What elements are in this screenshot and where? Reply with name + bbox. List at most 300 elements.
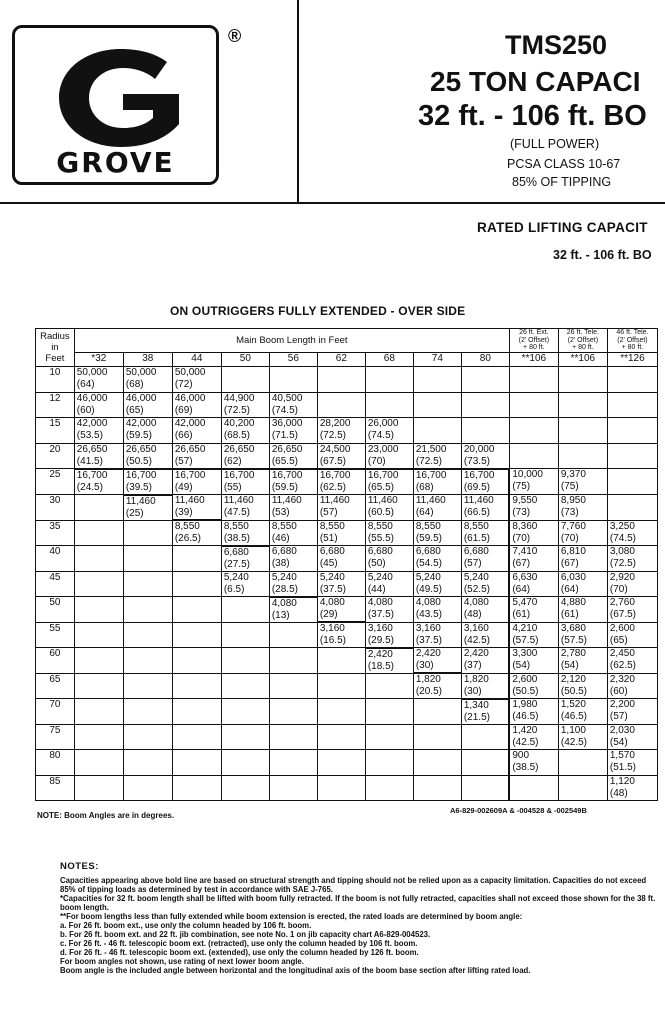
capacity-cell [461, 673, 509, 699]
boom-angle: (50.5) [560, 685, 587, 697]
column-header: 68 [365, 353, 413, 367]
column-header: *32 [74, 353, 123, 367]
capacity-cell [221, 622, 269, 648]
boom-angle: (66.5) [463, 507, 490, 518]
capacity-cell [74, 724, 123, 750]
boom-angle: (65.5) [271, 455, 298, 467]
capacity-cell [413, 571, 461, 597]
capacity-cell [269, 750, 317, 776]
capacity-title: 25 TON CAPACI [430, 66, 641, 97]
boom-angle: (43.5) [415, 609, 442, 620]
boom-angle: (68) [125, 379, 144, 390]
capacity-value: 2,760 [609, 597, 635, 608]
capacity-value: 4,080 [463, 597, 489, 608]
capacity-value: 5,240 [415, 571, 441, 583]
capacity-cell [74, 571, 123, 597]
boom-angle: (61.5) [463, 532, 490, 544]
capacity-cell [221, 546, 269, 572]
boom-angle: (29.5) [367, 634, 394, 646]
capacity-cell [461, 775, 509, 801]
capacity-cell [461, 546, 509, 572]
boom-angle: (13) [271, 609, 290, 621]
capacity-value: 8,950 [560, 495, 586, 506]
capacity-cell [74, 469, 123, 495]
capacity-value: 16,700 [367, 469, 399, 481]
capacity-value: 8,550 [463, 520, 489, 532]
boom-angle: (47.5) [223, 507, 250, 518]
capacity-cell [413, 622, 461, 648]
rated-capacity-title: RATED LIFTING CAPACIT [477, 220, 648, 235]
capacity-value: 2,780 [560, 648, 586, 659]
capacity-cell [509, 392, 558, 418]
boom-angle: (65) [125, 404, 144, 416]
capacity-cell [123, 469, 172, 495]
capacity-cell [172, 495, 221, 521]
header-divider-horizontal [0, 202, 665, 204]
boom-angle: (49.5) [415, 583, 442, 595]
capacity-cell [269, 546, 317, 572]
capacity-value: 5,240 [319, 571, 345, 583]
capacity-cell [509, 520, 558, 546]
capacity-value: 4,080 [319, 597, 345, 608]
capacity-cell [413, 597, 461, 623]
boom-angle: (39) [174, 507, 193, 518]
grove-logo [12, 25, 219, 185]
capacity-cell [365, 673, 413, 699]
capacity-value: 11,460 [125, 495, 156, 507]
boom-angle: (59.5) [271, 481, 298, 493]
capacity-cell [269, 418, 317, 444]
capacity-cell [558, 392, 607, 418]
boom-angle: (25) [125, 507, 144, 519]
capacity-cell [413, 673, 461, 699]
capacity-value: 16,700 [174, 469, 206, 481]
boom-angle: (71.5) [271, 430, 298, 441]
note-item: c. For 26 ft. - 46 ft. telescopic boom ext. (retracted), use only the column headed by 106 ft. boom. [60, 939, 418, 948]
capacity-cell [558, 699, 607, 725]
capacity-cell [74, 546, 123, 572]
capacity-cell [558, 597, 607, 623]
registered-mark: ® [228, 26, 242, 46]
boom-angle: (42.5) [560, 736, 587, 748]
capacity-value: 26,650 [174, 443, 206, 455]
boom-angle: (50) [367, 558, 386, 569]
capacity-value: 42,000 [76, 418, 108, 429]
boom-angle-note: NOTE: Boom Angles are in degrees. [37, 811, 175, 820]
capacity-cell [558, 469, 607, 495]
capacity-cell [365, 392, 413, 418]
boom-angle: (64) [512, 583, 531, 595]
capacity-cell [509, 699, 558, 725]
boom-angle: (59.5) [125, 430, 152, 441]
capacity-cell [172, 469, 221, 495]
capacity-cell [123, 622, 172, 648]
capacity-cell [269, 443, 317, 469]
capacity-cell [123, 392, 172, 418]
radius-cell: 70 [36, 699, 75, 725]
capacity-value: 46,000 [125, 392, 157, 404]
capacity-cell [607, 648, 657, 674]
capacity-cell [509, 443, 558, 469]
boom-angle: (21.5) [463, 711, 490, 723]
boom-angle: (53) [271, 507, 290, 518]
capacity-value: 6,630 [512, 571, 538, 583]
radius-cell: 75 [36, 724, 75, 750]
ext-header-line: 26 ft. Tele. [566, 329, 599, 337]
header-divider-vertical [297, 0, 299, 203]
ext-header-26-tele [558, 329, 607, 353]
capacity-cell [317, 443, 365, 469]
capacity-cell [172, 367, 221, 393]
boom-angle: (74.5) [609, 532, 636, 544]
table-row [36, 469, 658, 495]
boom-angle: (62) [223, 455, 242, 467]
capacity-value: 7,760 [560, 520, 586, 532]
boom-angle: (42.5) [463, 634, 490, 646]
capacity-value: 36,000 [271, 418, 303, 429]
boom-angle: (57) [609, 711, 628, 722]
boom-angle: (68.5) [223, 430, 250, 441]
capacity-cell [74, 392, 123, 418]
capacity-cell [317, 699, 365, 725]
capacity-cell [558, 775, 607, 801]
capacity-cell [74, 520, 123, 546]
capacity-cell [221, 724, 269, 750]
note-item: For boom angles not shown, use rating of next lower boom angle. [60, 957, 304, 966]
boom-angle: (73) [512, 507, 531, 518]
capacity-cell [509, 571, 558, 597]
capacity-cell [607, 775, 657, 801]
chart-reference-numbers: A6-829-002609A & -004528 & -002549B [450, 806, 587, 815]
capacity-cell [509, 367, 558, 393]
capacity-cell [172, 673, 221, 699]
capacity-cell [413, 699, 461, 725]
radius-cell: 65 [36, 673, 75, 699]
boom-angle: (51.5) [609, 762, 636, 773]
capacity-cell [172, 571, 221, 597]
capacity-value: 20,000 [463, 443, 495, 455]
capacity-cell [74, 699, 123, 725]
boom-angle: (70) [560, 532, 579, 544]
capacity-cell [221, 443, 269, 469]
column-header: 38 [123, 353, 172, 367]
capacity-cell [558, 443, 607, 469]
table-row [36, 648, 658, 674]
capacity-value: 3,250 [609, 520, 635, 532]
capacity-value: 6,680 [415, 546, 441, 557]
capacity-value: 6,030 [560, 571, 586, 583]
capacity-cell [317, 495, 365, 521]
boom-angle: (72.5) [609, 558, 636, 569]
capacity-cell [123, 750, 172, 776]
capacity-cell [365, 597, 413, 623]
radius-cell: 10 [36, 367, 75, 393]
capacity-cell [269, 775, 317, 801]
capacity-cell [317, 724, 365, 750]
boom-angle: (72) [174, 379, 193, 390]
capacity-value: 1,120 [609, 775, 635, 787]
boom-angle: (64) [415, 507, 434, 518]
capacity-value: 42,000 [125, 418, 157, 429]
note-item: b. For 26 ft. boom ext. and 22 ft. jib combination, see note No. 1 on jib capacity chart A6-829-004523. [60, 930, 431, 939]
boom-angle: (67.5) [319, 455, 346, 467]
boom-angle: (68) [415, 481, 434, 493]
capacity-value: 16,700 [319, 469, 351, 481]
capacity-value: 5,240 [367, 571, 393, 583]
capacity-cell [221, 750, 269, 776]
capacity-cell [413, 648, 461, 674]
main-boom-header: Main Boom Length in Feet [74, 329, 509, 353]
boom-angle: (51) [319, 532, 338, 544]
capacity-cell [317, 520, 365, 546]
capacity-cell [509, 673, 558, 699]
capacity-value: 11,460 [319, 495, 350, 506]
capacity-value: 1,340 [463, 699, 489, 711]
capacity-value: 2,420 [463, 648, 489, 659]
boom-angle: (53.5) [76, 430, 103, 441]
table-row [36, 724, 658, 750]
boom-angle: (46.5) [512, 711, 539, 722]
capacity-cell [123, 699, 172, 725]
capacity-value: 46,000 [76, 392, 108, 404]
boom-angle: (29) [319, 609, 338, 620]
capacity-value: 6,810 [560, 546, 586, 557]
boom-angle: (67.5) [609, 609, 636, 620]
capacity-cell [461, 571, 509, 597]
capacity-cell [365, 622, 413, 648]
capacity-cell [607, 597, 657, 623]
capacity-value: 11,460 [174, 495, 205, 506]
capacity-cell [365, 495, 413, 521]
capacity-cell [413, 546, 461, 572]
capacity-value: 50,000 [125, 367, 157, 378]
boom-angle: (37.5) [367, 609, 394, 620]
capacity-value: 2,120 [560, 673, 586, 685]
capacity-value: 2,320 [609, 673, 635, 685]
capacity-cell [365, 469, 413, 495]
radius-cell: 15 [36, 418, 75, 444]
capacity-cell [461, 367, 509, 393]
boom-angle: (37.5) [415, 634, 442, 646]
boom-angle: (62.5) [609, 660, 636, 671]
capacity-cell [123, 648, 172, 674]
capacity-value: 11,460 [367, 495, 398, 506]
capacity-value: 40,200 [223, 418, 255, 429]
capacity-value: 40,500 [271, 392, 303, 404]
ext-header-line: + 80 ft. [572, 344, 594, 352]
capacity-value: 16,700 [76, 469, 108, 481]
table-row [36, 597, 658, 623]
capacity-cell [172, 775, 221, 801]
boom-angle: (60) [76, 404, 95, 416]
boom-angle: (16.5) [319, 635, 346, 646]
column-header: 62 [317, 353, 365, 367]
capacity-cell [558, 724, 607, 750]
capacity-cell [74, 418, 123, 444]
boom-angle: (67) [512, 558, 531, 569]
boom-angle: (39.5) [125, 481, 152, 493]
capacity-cell [509, 622, 558, 648]
capacity-cell [607, 622, 657, 648]
capacity-value: 5,470 [512, 597, 538, 608]
capacity-cell [607, 520, 657, 546]
capacity-cell [269, 699, 317, 725]
capacity-cell [317, 418, 365, 444]
boom-angle: (64) [560, 583, 579, 595]
capacity-value: 3,160 [463, 622, 489, 634]
capacity-value: 8,550 [319, 520, 345, 532]
capacity-cell [74, 443, 123, 469]
capacity-cell [413, 392, 461, 418]
capacity-cell [607, 673, 657, 699]
boom-angle: (50.5) [512, 685, 539, 697]
table-row [36, 367, 658, 393]
capacity-value: 1,520 [560, 699, 586, 710]
capacity-cell [558, 750, 607, 776]
capacity-cell [123, 673, 172, 699]
capacity-value: 7,410 [512, 546, 538, 557]
boom-angle: (69) [174, 404, 193, 416]
table-row [36, 622, 658, 648]
capacity-cell [269, 597, 317, 623]
boom-angle: (30) [415, 660, 434, 671]
capacity-cell [413, 418, 461, 444]
capacity-cell [123, 546, 172, 572]
capacity-value: 11,460 [463, 495, 494, 506]
capacity-value: 4,210 [512, 622, 538, 634]
capacity-cell [317, 775, 365, 801]
column-header: 44 [172, 353, 221, 367]
capacity-value: 42,000 [174, 418, 206, 429]
boom-angle: (54.5) [415, 558, 442, 569]
capacity-cell [509, 495, 558, 521]
boom-angle: (44) [367, 583, 386, 595]
capacity-cell [221, 392, 269, 418]
rated-boom-range: 32 ft. - 106 ft. BO [553, 248, 652, 262]
capacity-cell [269, 724, 317, 750]
radius-cell: 85 [36, 775, 75, 801]
capacity-cell [558, 418, 607, 444]
capacity-value: 11,460 [223, 495, 254, 506]
capacity-cell [509, 469, 558, 495]
capacity-value: 16,700 [415, 469, 447, 481]
capacity-cell [172, 546, 221, 572]
capacity-value: 1,980 [512, 699, 538, 710]
note-item: *Capacities for 32 ft. boom length shall be lifted with boom fully retracted. If the boom is not fully retracted, capacities shall not exceed those shown for the 38 ft. boom length. [60, 894, 656, 912]
table-row [36, 546, 658, 572]
capacity-cell [221, 699, 269, 725]
capacity-cell [269, 648, 317, 674]
radius-cell: 20 [36, 443, 75, 469]
boom-angle: (49) [174, 481, 193, 493]
table-row [36, 775, 658, 801]
capacity-cell [221, 469, 269, 495]
capacity-cell [365, 367, 413, 393]
capacity-value: 16,700 [463, 469, 495, 481]
capacity-cell [172, 392, 221, 418]
capacity-cell [461, 392, 509, 418]
capacity-value: 5,240 [271, 571, 297, 583]
table-row [36, 673, 658, 699]
capacity-cell [461, 520, 509, 546]
capacity-cell [607, 495, 657, 521]
capacity-cell [221, 520, 269, 546]
radius-cell: 80 [36, 750, 75, 776]
capacity-value: 1,100 [560, 724, 586, 736]
boom-angle: (57) [319, 507, 338, 518]
boom-angle: (46.5) [560, 711, 587, 722]
note-item: **For boom lengths less than fully extended while boom extension is erected, the rated loads are determined by boom angle: [60, 912, 523, 921]
capacity-value: 1,420 [512, 724, 538, 736]
capacity-value: 3,680 [560, 622, 586, 634]
ext-header-line: 46 ft. Tele. [616, 329, 649, 337]
capacity-cell [413, 520, 461, 546]
capacity-cell [269, 367, 317, 393]
boom-angle: (20.5) [415, 686, 442, 697]
capacity-cell [269, 571, 317, 597]
ext-header-line: + 80 ft. [621, 344, 644, 352]
capacity-cell [74, 495, 123, 521]
column-header: 74 [413, 353, 461, 367]
load-chart-table [35, 328, 658, 801]
capacity-cell [413, 724, 461, 750]
ext-header-line: (2' Offset) [567, 336, 599, 344]
capacity-cell [74, 673, 123, 699]
capacity-value: 6,680 [463, 546, 489, 557]
boom-angle: (57.5) [560, 634, 587, 646]
table-row [36, 443, 658, 469]
boom-angle: (75) [560, 481, 579, 492]
capacity-value: 2,030 [609, 724, 635, 736]
table-row [36, 520, 658, 546]
capacity-cell [269, 392, 317, 418]
capacity-cell [558, 520, 607, 546]
capacity-value: 4,880 [560, 597, 586, 608]
capacity-cell [123, 495, 172, 521]
capacity-cell [172, 648, 221, 674]
capacity-cell [558, 622, 607, 648]
boom-angle: (28.5) [271, 583, 298, 595]
capacity-value: 50,000 [174, 367, 206, 378]
capacity-value: 26,000 [367, 418, 399, 429]
boom-angle: (57) [463, 558, 482, 569]
capacity-value: 8,550 [174, 521, 200, 532]
brand-name: GROVE [56, 146, 175, 179]
boom-angle: (72.5) [223, 404, 250, 416]
outrigger-section-title: ON OUTRIGGERS FULLY EXTENDED - OVER SIDE [170, 304, 466, 318]
boom-range-title: 32 ft. - 106 ft. BO [418, 100, 647, 132]
boom-angle: (65.5) [367, 481, 394, 493]
capacity-cell [607, 443, 657, 469]
ext-header-line: + 80 ft. [523, 344, 545, 352]
capacity-value: 2,420 [415, 648, 441, 659]
capacity-value: 3,080 [609, 546, 635, 557]
boom-angle: (6.5) [223, 583, 245, 595]
boom-angle: (41.5) [76, 455, 103, 467]
capacity-value: 8,550 [415, 520, 441, 532]
capacity-cell [317, 367, 365, 393]
capacity-cell [317, 469, 365, 495]
capacity-cell [269, 622, 317, 648]
radius-cell: 12 [36, 392, 75, 418]
column-header: **126 [607, 353, 657, 367]
capacity-cell [123, 520, 172, 546]
table-row [36, 392, 658, 418]
capacity-value: 16,700 [271, 469, 303, 481]
capacity-value: 8,360 [512, 520, 538, 532]
capacity-value: 16,700 [125, 469, 157, 481]
capacity-cell [317, 392, 365, 418]
